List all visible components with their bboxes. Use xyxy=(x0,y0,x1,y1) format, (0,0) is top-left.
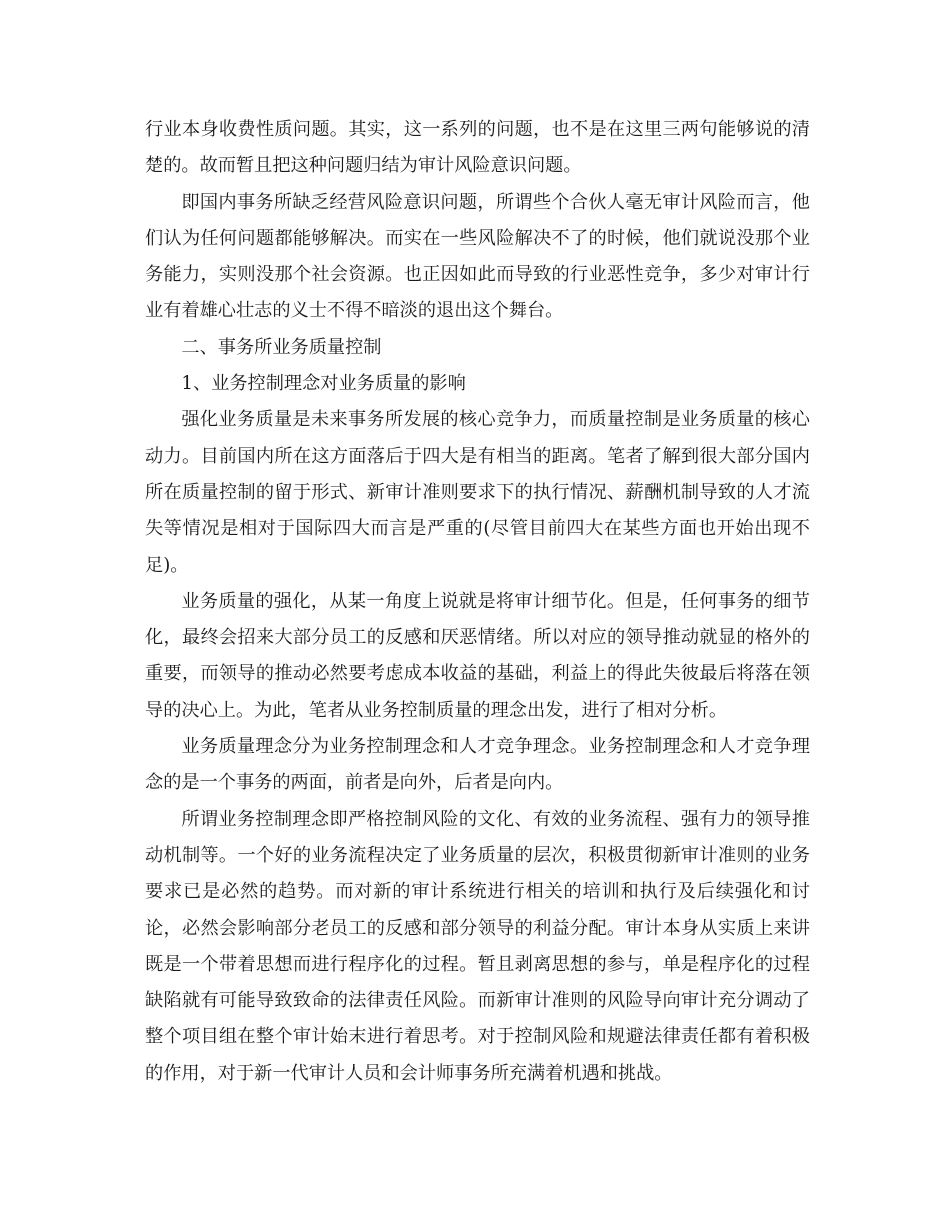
subsection-heading-control-concept: 1、业务控制理念对业务质量的影响 xyxy=(181,373,466,395)
paragraph-control-concept-detail: 所谓业务控制理念即严格控制风险的文化、有效的业务流程、强有力的领导推动机制等。一个好的业务流程决定了业务质量的层次，积极贯彻新审计准则的业务要求已是必然的趋势。而对新的审计系统进行相关的培训和执行及后续强化和讨论，必然会影响部分老员工的反感和部分领导的利益分配。审计本身从实质上来讲既是一个带着思想而进行程序化的过程。暂且剥离思想的参与，单是程序化的过程缺陷就有可能导致致命的法律责任风险。而新审计准则的风险导向审计充分调动了整个项目组在整个审计始末进行着思考。对于控制风险和规避法律责任都有着积极的作用，对于新一代审计人员和会计师事务所充满着机遇和挑战。 xyxy=(145,808,810,1084)
paragraph-quality-concepts: 业务质量理念分为业务控制理念和人才竞争理念。业务控制理念和人才竞争理念的是一个事务的两面，前者是向外，后者是向内。 xyxy=(145,736,810,794)
paragraph-continuation: 行业本身收费性质问题。其实，这一系列的问题，也不是在这里三两句能够说的清楚的。故而暂且把这种问题归结为审计风险意识问题。 xyxy=(145,119,810,177)
paragraph-risk-awareness: 即国内事务所缺乏经营风险意识问题，所谓些个合伙人毫无审计风险而言，他们认为任何问题都能够解决。而实在一些风险解决不了的时候，他们就说没那个业务能力，实则没那个社会资源。也正因如此而导致的行业恶性竞争，多少对审计行业有着雄心壮志的义士不得不暗淡的退出这个舞台。 xyxy=(145,191,810,322)
section-heading-quality-control: 二、事务所业务质量控制 xyxy=(181,336,382,358)
paragraph-detailing: 业务质量的强化，从某一角度上说就是将审计细节化。但是，任何事务的细节化，最终会招来大部分员工的反感和厌恶情绪。所以对应的领导推动就显的格外的重要，而领导的推动必然要考虑成本收益的基础，利益上的得此失彼最后将落在领导的决心上。为此，笔者从业务控制质量的理念出发，进行了相对分析。 xyxy=(145,590,810,721)
paragraph-core-competitiveness: 强化业务质量是未来事务所发展的核心竞争力，而质量控制是业务质量的核心动力。目前国内所在这方面落后于四大是有相当的距离。笔者了解到很大部分国内所在质量控制的留于形式、新审计准则要求下的执行情况、薪酬机制导致的人才流失等情况是相对于国际四大而言是严重的(尽管目前四大在某些方面也开始出现不足)。 xyxy=(145,409,810,576)
document-body xyxy=(145,112,810,1092)
